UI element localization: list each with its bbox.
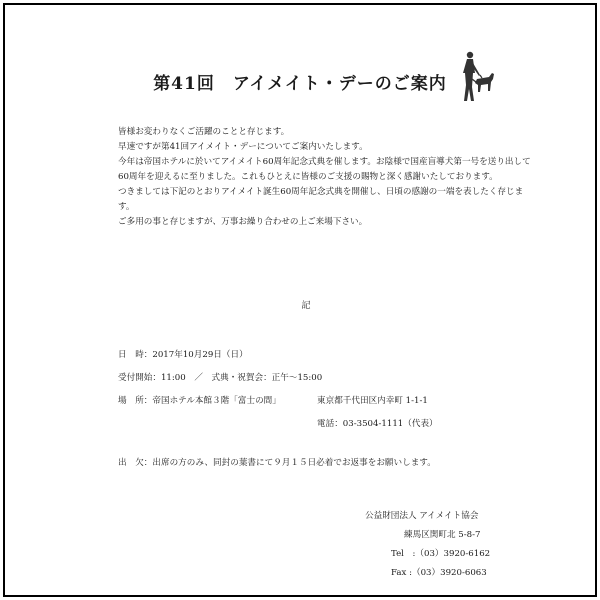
detail-phone-row [118, 417, 558, 432]
organization-block [365, 507, 565, 583]
detail-date: 日 時：2017年10月29日（日） [118, 350, 248, 360]
detail-address: 東京都千代田区内幸町 1-1-1 [317, 396, 428, 406]
organization-address: 練馬区関町北 5-8-7 [404, 530, 481, 540]
paragraph-request: ご多用の事と存じますが、万事お繰り合わせの上ご来場下さい。 [118, 217, 368, 227]
paragraph-ceremony: つきましては下記のとおりアイメイト誕生60周年記念式典を開催し、日頃の感謝の一端を表したく存じます。 [118, 187, 524, 212]
organization-name: 公益財団法人 アイメイト協会 [365, 511, 479, 521]
organization-fax: Fax :（03）3920-6063 [391, 568, 487, 578]
paragraph-greeting: 皆様お変わりなくご活躍のことと存じます。 [118, 127, 290, 137]
guide-dog-with-person-icon [453, 49, 495, 103]
organization-tel: Tel :（03）3920-6162 [391, 549, 491, 559]
detail-attendance: 出 欠：出席の方のみ、同封の葉書にて９月１５日必着でお返事をお願いします。 [118, 458, 436, 468]
detail-reception: 受付開始：11:00 ／ 式典・祝賀会：正午〜15:00 [118, 373, 323, 383]
ki-heading: 記 [301, 301, 311, 311]
paragraph-intro: 早速ですが第41回アイメイト・デーについてご案内いたします。 [118, 142, 368, 152]
page-frame [3, 3, 597, 597]
paragraph-anniversary: 今年は帝国ホテルに於いてアイメイト60周年記念式典を催します。お陰様で国産盲導犬第一号を送り出して60周年を迎えるに至りました。これもひとえに皆様のご支援の賜物と深く感謝いたしております。 [118, 157, 531, 182]
document-title: 第41回 アイメイト・デーのご案内 [153, 74, 447, 94]
letter-body [118, 125, 538, 230]
detail-phone: 電話：03-3504-1111（代表） [317, 419, 438, 429]
detail-venue: 場 所：帝国ホテル本館３階「富士の間」 [118, 396, 281, 406]
event-details [118, 348, 558, 471]
detail-venue-row [118, 394, 558, 409]
